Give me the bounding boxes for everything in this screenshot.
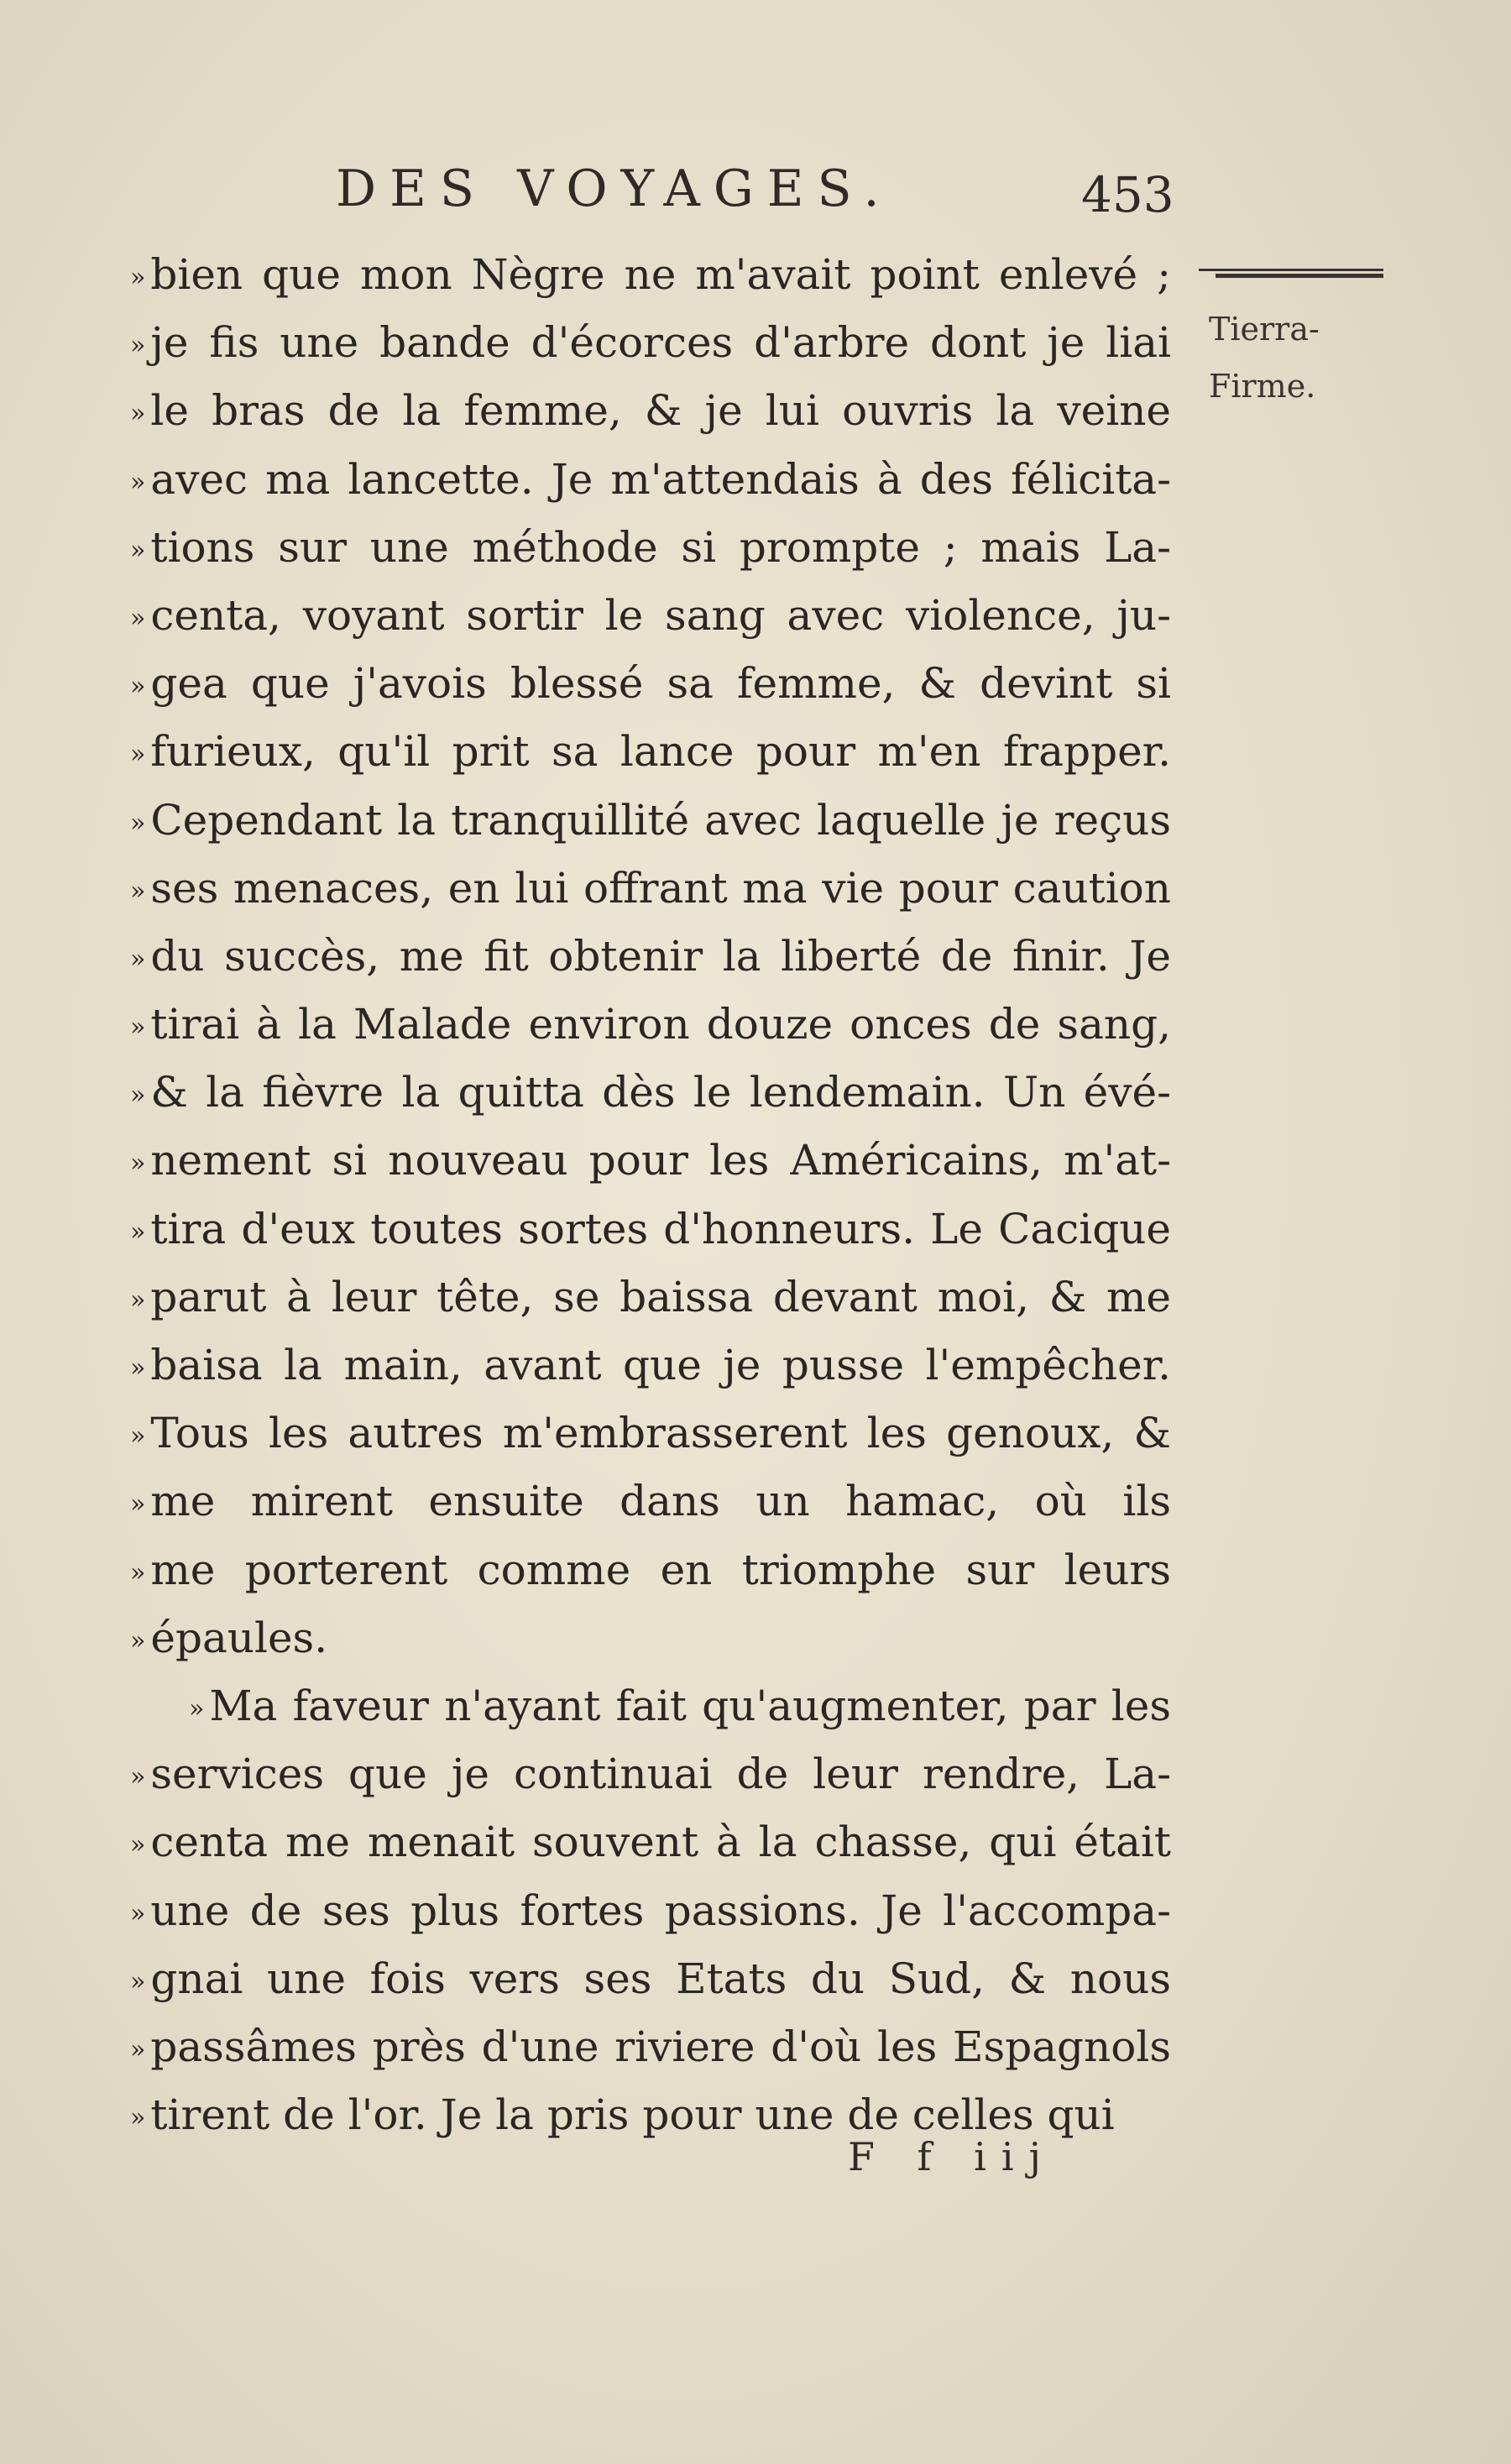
text-line-content: épaules. xyxy=(150,1613,328,1662)
text-line xyxy=(130,1740,1171,1808)
text-line-content: avec ma lancette. Je m'attendais à des félicita- xyxy=(150,454,1171,504)
text-line xyxy=(130,582,1171,650)
margin-note-line: Tierra- xyxy=(1209,311,1320,348)
page-number: 453 xyxy=(1081,166,1174,223)
quote-mark: » xyxy=(130,944,146,974)
text-line xyxy=(130,241,1171,309)
text-line xyxy=(130,1808,1171,1876)
text-line xyxy=(130,1945,1171,2013)
text-line xyxy=(130,1263,1171,1331)
text-line xyxy=(130,991,1171,1059)
margin-note-line: Firme. xyxy=(1209,368,1316,405)
text-line-content: du succès, me fit obtenir la liberté de finir. Je xyxy=(150,931,1171,981)
text-line xyxy=(130,1536,1171,1604)
text-line-content: Cependant la tranquillité avec laquelle je reçus xyxy=(150,795,1171,845)
text-line xyxy=(130,787,1171,855)
body-text xyxy=(130,241,1171,2149)
text-line-content: services que je continuai de leur rendre, La- xyxy=(150,1750,1171,1799)
quote-mark: » xyxy=(130,1080,146,1111)
quote-mark: » xyxy=(130,1966,146,1996)
text-line xyxy=(130,1127,1171,1195)
margin-note xyxy=(1209,301,1377,415)
quote-mark: » xyxy=(130,1284,146,1315)
text-line xyxy=(130,1672,1171,1740)
text-line xyxy=(130,1059,1171,1127)
text-line xyxy=(130,1331,1171,1399)
text-line-content: une de ses plus fortes passions. Je l'accompa- xyxy=(150,1886,1171,1935)
quote-mark: » xyxy=(130,808,146,838)
text-line-content: tirent de l'or. Je la pris pour une de celles qui xyxy=(150,2090,1115,2140)
text-line-content: le bras de la femme, & je lui ouvris la veine xyxy=(150,386,1171,436)
text-line-content: Ma faveur n'ayant fait qu'augmenter, par les xyxy=(209,1681,1171,1730)
text-line-content: tions sur une méthode si prompte ; mais La- xyxy=(150,522,1171,572)
quote-mark: » xyxy=(130,535,146,565)
text-line-content: nement si nouveau pour les Américains, m'at- xyxy=(150,1136,1171,1185)
quote-mark: » xyxy=(130,603,146,633)
text-line-content: me mirent ensuite dans un hamac, où ils xyxy=(150,1477,1171,1526)
text-line-content: Tous les autres m'embrasserent les genoux, & xyxy=(150,1409,1171,1458)
text-line xyxy=(130,1877,1171,1945)
quote-mark: » xyxy=(130,467,146,497)
text-line-content: centa me menait souvent à la chasse, qui était xyxy=(150,1818,1171,1867)
margin-rule xyxy=(1199,269,1383,279)
quote-mark: » xyxy=(130,1148,146,1179)
text-line xyxy=(130,377,1171,445)
text-line-content: gea que j'avois blessé sa femme, & devint si xyxy=(150,659,1171,709)
text-line-content: gnai une fois vers ses Etats du Sud, & nous xyxy=(150,1954,1171,2003)
text-line xyxy=(130,923,1171,991)
quote-mark: » xyxy=(130,740,146,770)
quote-mark: » xyxy=(130,263,146,292)
text-line xyxy=(130,1467,1171,1535)
text-line-content: & la fièvre la quitta dès le lendemain. Un évé- xyxy=(150,1068,1171,1117)
quote-mark: » xyxy=(189,1693,205,1724)
quote-mark: » xyxy=(130,399,146,429)
quote-mark: » xyxy=(130,876,146,906)
quote-mark: » xyxy=(130,672,146,702)
quote-mark: » xyxy=(130,1625,146,1656)
quote-mark: » xyxy=(130,1830,146,1860)
text-line-content: je fis une bande d'écorces d'arbre dont je liai xyxy=(150,318,1171,368)
quote-mark: » xyxy=(130,2034,146,2064)
quote-mark: » xyxy=(130,1762,146,1792)
text-line-content: parut à leur tête, se baissa devant moi, & me xyxy=(150,1272,1171,1321)
quote-mark: » xyxy=(130,331,146,361)
text-line xyxy=(130,1195,1171,1263)
quote-mark: » xyxy=(130,1489,146,1520)
quote-mark: » xyxy=(130,1421,146,1452)
text-line-content: passâmes près d'une riviere d'où les Espagnols xyxy=(150,2022,1171,2071)
text-line xyxy=(130,446,1171,514)
text-line-content: ses menaces, en lui offrant ma vie pour caution xyxy=(150,863,1171,913)
quote-mark: » xyxy=(130,1216,146,1247)
text-line xyxy=(130,309,1171,377)
quote-mark: » xyxy=(130,1557,146,1588)
text-line-content: furieux, qu'il prit sa lance pour m'en frapper. xyxy=(150,727,1171,777)
signature-mark: F f iij xyxy=(848,2134,1056,2179)
text-line xyxy=(130,1604,1171,1672)
text-line-content: me porterent comme en triomphe sur leurs xyxy=(150,1545,1171,1594)
text-line xyxy=(130,514,1171,582)
quote-mark: » xyxy=(130,2103,146,2133)
text-line xyxy=(130,855,1171,923)
text-line-content: baisa la main, avant que je pusse l'empêcher. xyxy=(150,1341,1171,1389)
text-line-content: tira d'eux toutes sortes d'honneurs. Le Cacique xyxy=(150,1204,1171,1253)
quote-mark: » xyxy=(130,1898,146,1928)
text-line-content: bien que mon Nègre ne m'avait point enlevé ; xyxy=(150,250,1171,299)
quote-mark: » xyxy=(130,1353,146,1383)
text-line xyxy=(130,1399,1171,1467)
text-line xyxy=(130,2013,1171,2081)
text-line xyxy=(130,718,1171,786)
running-header: DES VOYAGES. xyxy=(336,160,893,218)
quote-mark: » xyxy=(130,1012,146,1043)
text-line-content: centa, voyant sortir le sang avec violence, ju- xyxy=(150,590,1171,640)
text-line-content: tirai à la Malade environ douze onces de sang, xyxy=(150,1000,1171,1049)
text-line xyxy=(130,650,1171,718)
